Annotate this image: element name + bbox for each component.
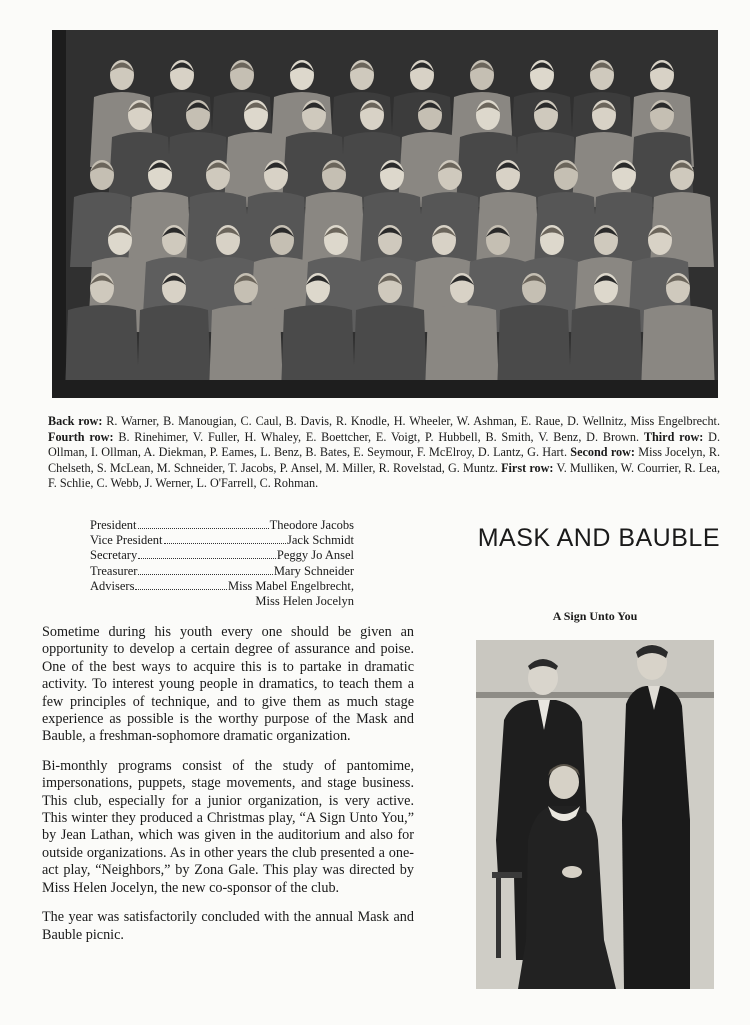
leader-dots [164, 543, 286, 544]
officer-role: Advisers [90, 578, 135, 593]
back-row-label: Back row: [48, 414, 103, 428]
officer-role: Secretary [90, 548, 138, 563]
fourth-row-names: B. Rinehimer, V. Fuller, H. Whaley, E. Boettcher, E. Voigt, P. Hubbell, B. Smith, V. Benz, D. Brown. [113, 429, 640, 444]
first-row-label: First row: [501, 460, 554, 475]
leader-dots [138, 528, 269, 529]
officer-name: Jack Schmidt [286, 533, 354, 548]
leader-dots [135, 589, 227, 590]
officer-name: Mary Schneider [273, 563, 354, 578]
officer-row [90, 579, 354, 594]
officer-row [90, 564, 354, 579]
leader-dots [138, 574, 272, 575]
officer-name: Theodore Jacobs [269, 518, 354, 532]
officer-row [90, 533, 354, 548]
group-photo-caption [48, 414, 720, 492]
back-row-names: R. Warner, B. Manougian, C. Caul, B. Davis, R. Knodle, H. Wheeler, W. Ashman, E. Raue, D. Wellnitz, Miss Engelbrecht. [102, 414, 720, 428]
officer-row [90, 518, 354, 533]
article-body [42, 624, 414, 956]
club-title: MASK AND BAUBLE [477, 524, 720, 552]
paragraph: The year was satisfactorily concluded with the annual Mask and Bauble picnic. [42, 909, 414, 943]
paragraph: Bi-monthly programs consist of the study of pantomime, impersonations, puppets, stage movements, and stage business. This club, especially for a junior organization, is very active. This winter they produced a Christmas play, “A Sign Unto You,” by Jean Lathan, which was given in the auditorium and also for outside organizations. As in other years the club presented a one-act play, “Neighbors,” by Zona Gale. This play was directed by Miss Helen Jocelyn, the new co-sponsor of the club. [42, 757, 414, 896]
officer-role: Vice President [90, 533, 163, 548]
leader-dots [138, 558, 276, 559]
officer-role: Treasurer [90, 563, 138, 578]
play-photo [476, 640, 714, 989]
paragraph: Sometime during his youth every one should be given an opportunity to develop a certain degree of assurance and poise. One of the best ways to acquire this is to partake in dramatic activity. To interest young people in dramatics, to teach them a few principles of technique, and to give them as much stage experience as possible is the worthy purpose of the Mask and Bauble, a freshman-sophomore dramatic organization. [42, 624, 414, 745]
first-row-names: V. Mulliken, W. Courrier, R. Lea, F. Schlie, C. Webb, J. Werner, L. O'Farrell, C. Rohman. [48, 460, 720, 491]
second-row-names: Miss Jocelyn, R. Chelseth, S. McLean, M. Schneider, T. Jacobs, P. Ansel, M. Miller, R. Rovelstad, G. Muntz. [48, 445, 721, 475]
second-row-label: Second row: [570, 445, 635, 460]
fourth-row-label: Fourth row: [48, 429, 114, 444]
officer-name: Peggy Jo Ansel [276, 548, 354, 563]
officer-role: President [90, 518, 137, 532]
officer-name: Miss Mabel Engelbrecht, [227, 578, 354, 593]
officer-name-continuation: Miss Helen Jocelyn [255, 594, 354, 609]
group-photo-figures [52, 30, 718, 398]
play-photo-caption: A Sign Unto You [552, 609, 638, 623]
third-row-label: Third row: [643, 429, 704, 444]
play-photo-figures [476, 640, 714, 989]
group-photo [52, 30, 718, 398]
officer-row [90, 548, 354, 563]
officers-list [90, 518, 354, 609]
third-row-names: D. Ollman, I. Ollman, A. Diekman, P. Eames, L. Benz, B. Bates, E. Seymour, F. McElroy, D. Lantz, G. Hart. [48, 429, 720, 460]
